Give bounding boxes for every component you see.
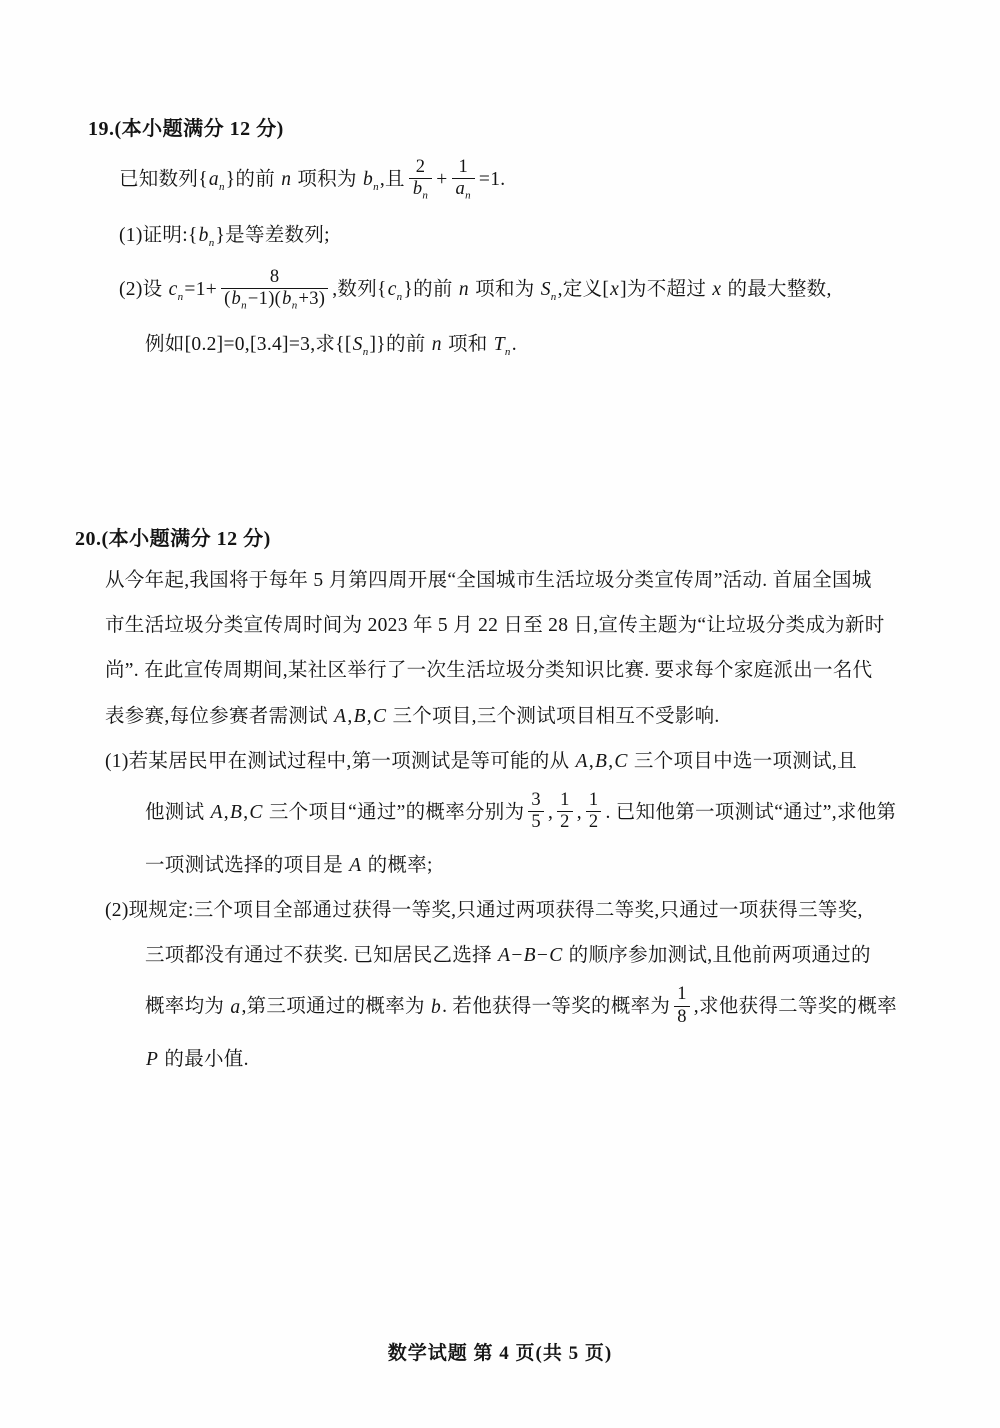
text-run: 2 — [415, 157, 426, 177]
math-variable: B — [353, 705, 366, 727]
text-run: 从今年起,我国将于每年 5 月第四周开展“全国城市生活垃圾分类宣传周”活动. 首届全国城 — [105, 570, 872, 591]
math-variable: a — [230, 996, 241, 1018]
math-variable-subscripted: $S_n$ — [540, 278, 557, 303]
math-fraction — [586, 790, 602, 834]
math-variable: A — [210, 802, 223, 824]
text-run: }的前 — [403, 278, 458, 300]
text-run: 三项都没有通过不获奖. 已知居民乙选择 — [145, 945, 498, 967]
math-variable: B — [523, 945, 536, 967]
text-run: , — [576, 802, 582, 824]
math-variable: C — [549, 945, 563, 967]
math-variable-subscripted: $b_n$ — [231, 289, 247, 312]
math-variable-subscripted: $c_n$ — [168, 278, 184, 303]
text-run: + — [436, 169, 448, 191]
math-variable-subscripted: $b_n$ — [412, 179, 429, 202]
text-run: 的概率; — [362, 854, 433, 876]
math-fraction — [674, 984, 690, 1028]
text-run: , — [608, 750, 614, 772]
text-line — [105, 566, 967, 596]
math-fraction — [452, 157, 475, 201]
text-run: }的前 — [225, 169, 281, 191]
text-run: , — [366, 705, 372, 727]
text-run: }是等差数列; — [215, 224, 330, 246]
text-line — [145, 1045, 967, 1075]
problem-20 — [75, 522, 967, 1075]
text-run: 已知数列{ — [119, 169, 208, 191]
text-run: , — [243, 802, 249, 824]
text-run: , — [588, 750, 594, 772]
math-variable: A — [349, 854, 362, 876]
math-fraction — [557, 790, 573, 834]
math-variable-subscripted: $b_n$ — [363, 169, 379, 194]
math-variable: C — [249, 802, 263, 824]
text-run: ,数列{ — [332, 278, 387, 300]
math-variable: n — [281, 169, 292, 191]
problem-19-title: (本小题满分 12 分) — [114, 118, 284, 140]
text-run: 尚”. 在此宣传周期间,某社区举行了一次生活垃圾分类知识比赛. 要求每个家庭派出一名代 — [105, 660, 873, 682]
text-run: , — [347, 705, 353, 727]
text-run: 2 — [560, 812, 570, 833]
math-fraction — [221, 267, 328, 311]
math-variable-subscripted: $a_n$ — [208, 169, 225, 194]
text-run: 的最小值. — [159, 1048, 249, 1070]
math-variable-subscripted: $S_n$ — [352, 334, 369, 359]
text-run: (2)现规定:三个项目全部通过获得一等奖,只通过两项获得二等奖,只通过一项获得三等奖, — [105, 899, 863, 921]
text-run: 1 — [677, 984, 687, 1005]
text-run: 他测试 — [145, 802, 210, 824]
text-line — [105, 747, 967, 777]
problem-19-body — [88, 159, 958, 361]
text-run: (1)证明:{ — [119, 224, 198, 246]
math-variable: B — [229, 802, 243, 824]
text-line — [119, 159, 958, 203]
problem-19-header — [88, 112, 958, 141]
math-variable: C — [614, 750, 628, 772]
page-footer: 数学试题 第 4 页(共 5 页) — [387, 1343, 613, 1364]
text-run: ,求他获得二等奖的概率 — [693, 996, 897, 1018]
text-run: . 若他获得一等奖的概率为 — [442, 996, 671, 1018]
math-fraction — [528, 790, 544, 834]
math-variable: P — [146, 1048, 159, 1070]
text-line — [105, 611, 967, 641]
text-run: 表参赛,每位参赛者需测试 — [105, 705, 334, 727]
text-run: 项和 — [442, 334, 493, 356]
problem-20-number: 20. — [75, 528, 102, 550]
math-variable: x — [610, 278, 620, 300]
text-line — [145, 986, 967, 1030]
text-line — [105, 656, 967, 686]
text-line — [145, 792, 967, 836]
math-variable: A — [334, 705, 347, 727]
text-run: ,定义[ — [557, 278, 610, 300]
math-variable-subscripted: $T_n$ — [493, 334, 511, 359]
text-run: 1 — [588, 790, 599, 811]
text-run: 1 — [560, 790, 570, 811]
problem-20-body — [75, 566, 967, 1075]
text-line — [145, 851, 967, 881]
math-variable-subscripted: $c_n$ — [387, 278, 403, 303]
text-run: ]为不超过 — [620, 278, 712, 300]
math-variable: A — [575, 750, 588, 772]
text-run: 三个项目“通过”的概率分别为 — [263, 802, 525, 824]
math-variable: C — [372, 705, 387, 727]
text-run: 3 — [531, 790, 541, 811]
math-variable: A — [498, 945, 511, 967]
text-run: . — [511, 334, 517, 356]
text-run: 概率均为 — [145, 996, 230, 1018]
text-run: ( — [224, 289, 231, 310]
text-run: =1+ — [184, 278, 218, 300]
text-line — [105, 702, 967, 732]
text-line — [105, 896, 967, 926]
math-variable-subscripted: $b_n$ — [282, 289, 298, 312]
problem-19-number: 19. — [88, 118, 115, 140]
text-run: , — [547, 802, 554, 824]
math-variable: n — [431, 334, 442, 356]
text-run: 的最大整数, — [722, 278, 832, 300]
text-run: 三个项目中选一项测试,且 — [628, 750, 857, 772]
math-fraction — [409, 157, 432, 201]
text-run: ]}的前 — [369, 334, 431, 356]
text-run: ,第三项通过的概率为 — [241, 996, 430, 1018]
text-run: (1)若某居民甲在测试过程中,第一项测试是等可能的从 — [105, 750, 575, 772]
text-line — [119, 266, 958, 313]
text-run: − — [511, 945, 523, 967]
text-line — [145, 941, 967, 971]
text-run: 的顺序参加测试,且他前两项通过的 — [563, 945, 871, 967]
text-run: −1)( — [247, 289, 282, 310]
problem-20-title: (本小题满分 12 分) — [101, 528, 271, 550]
text-run: 例如[0.2]=0,[3.4]=3,求{[ — [145, 334, 352, 356]
text-run: 一项测试选择的项目是 — [145, 854, 349, 876]
text-line — [119, 221, 958, 251]
math-variable-subscripted: $a_n$ — [455, 179, 471, 202]
text-run: =1. — [478, 169, 506, 191]
text-run: − — [536, 945, 549, 967]
text-run: . 已知他第一项测试“通过”,求他第 — [605, 802, 897, 824]
text-run: ,且 — [379, 169, 405, 191]
problem-20-header — [75, 522, 967, 551]
text-run: 8 — [269, 266, 280, 287]
math-variable: n — [458, 278, 469, 300]
text-run: 项积为 — [292, 169, 362, 191]
text-run: 2 — [588, 812, 599, 833]
text-run: 1 — [458, 157, 469, 177]
text-run: 5 — [531, 812, 541, 833]
text-run: (2)设 — [119, 278, 168, 300]
text-run: , — [223, 802, 229, 824]
math-variable: B — [595, 750, 608, 772]
problem-19 — [88, 112, 958, 361]
text-line — [145, 330, 958, 360]
text-run: 项和为 — [469, 278, 540, 300]
text-run: 三个项目,三个测试项目相互不受影响. — [387, 705, 720, 727]
math-variable-subscripted: $b_n$ — [198, 224, 215, 249]
text-run: 市生活垃圾分类宣传周时间为 2023 年 5 月 22 日至 28 日,宣传主题为“让垃圾分类成为新时 — [105, 615, 885, 637]
math-variable: b — [431, 996, 442, 1018]
text-run: +3) — [298, 289, 326, 310]
text-run: 8 — [677, 1006, 687, 1027]
math-variable: x — [712, 278, 722, 300]
